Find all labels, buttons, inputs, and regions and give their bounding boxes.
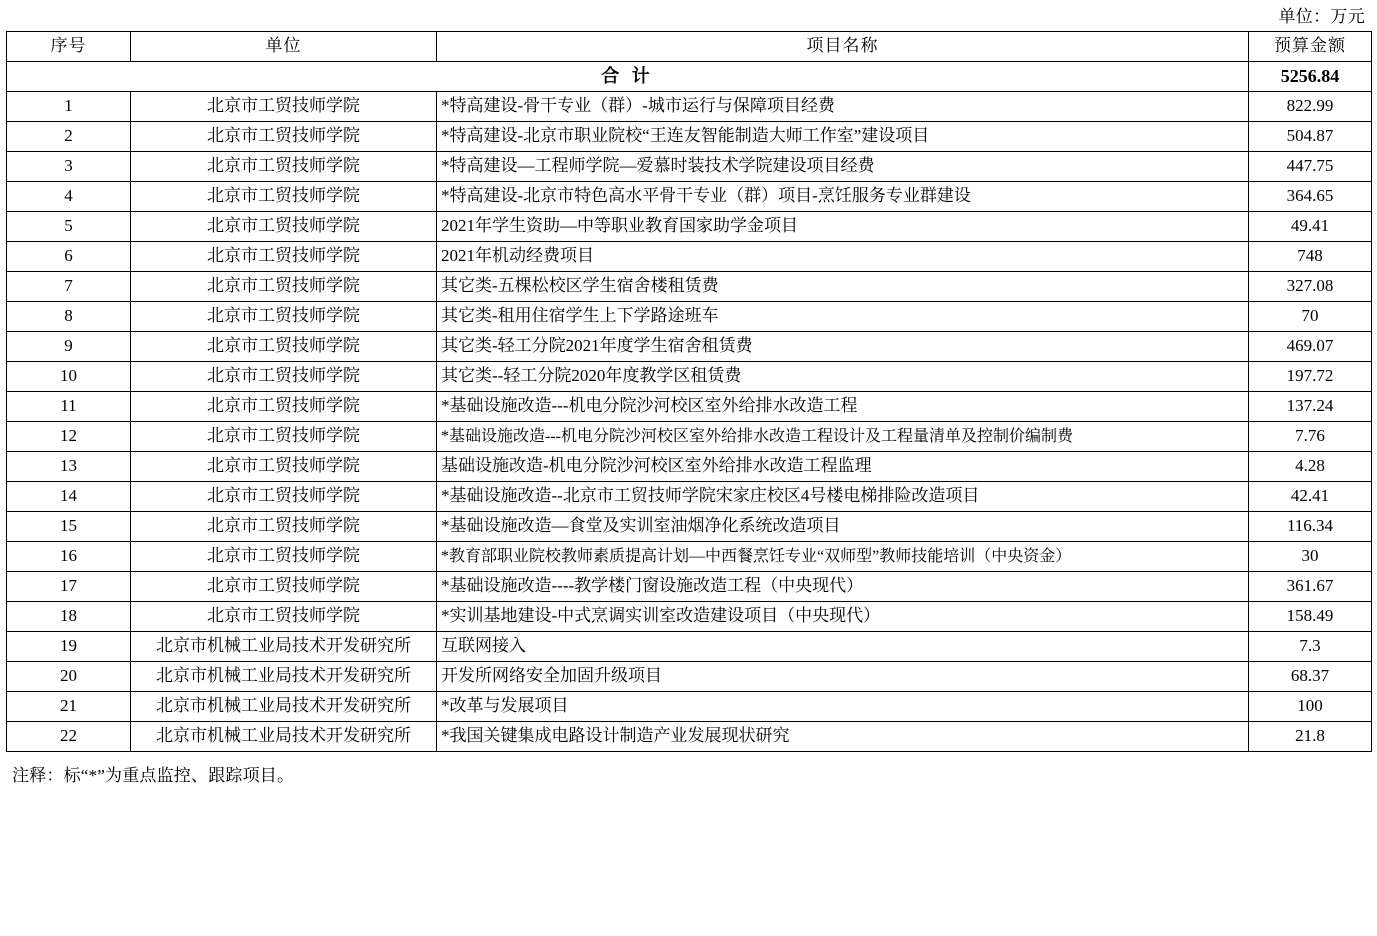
- table-row: [7, 572, 1372, 602]
- cell-seq: 21: [7, 692, 131, 722]
- column-header-name: 项目名称: [437, 32, 1249, 62]
- cell-project-name: *特高建设-北京市职业院校“王连友智能制造大师工作室”建设项目: [437, 122, 1249, 152]
- cell-project-name: 2021年学生资助—中等职业教育国家助学金项目: [437, 212, 1249, 242]
- table-row: [7, 152, 1372, 182]
- cell-unit: 北京市工贸技师学院: [131, 122, 437, 152]
- cell-amount: 7.76: [1249, 422, 1372, 452]
- table-header: [7, 32, 1372, 62]
- cell-project-name: *我国关键集成电路设计制造产业发展现状研究: [437, 722, 1249, 752]
- cell-project-name: *特高建设-北京市特色高水平骨干专业（群）项目-烹饪服务专业群建设: [437, 182, 1249, 212]
- cell-seq: 10: [7, 362, 131, 392]
- table-row: [7, 212, 1372, 242]
- cell-unit: 北京市工贸技师学院: [131, 362, 437, 392]
- cell-project-name: 其它类--轻工分院2020年度教学区租赁费: [437, 362, 1249, 392]
- cell-unit: 北京市工贸技师学院: [131, 272, 437, 302]
- cell-unit: 北京市工贸技师学院: [131, 302, 437, 332]
- cell-amount: 68.37: [1249, 662, 1372, 692]
- table-row: [7, 92, 1372, 122]
- cell-unit: 北京市工贸技师学院: [131, 542, 437, 572]
- table-row: [7, 512, 1372, 542]
- cell-amount: 748: [1249, 242, 1372, 272]
- table-body: [7, 62, 1372, 752]
- cell-project-name: *基础设施改造---机电分院沙河校区室外给排水改造工程: [437, 392, 1249, 422]
- table-row: [7, 122, 1372, 152]
- cell-unit: 北京市工贸技师学院: [131, 482, 437, 512]
- cell-seq: 3: [7, 152, 131, 182]
- table-row: [7, 692, 1372, 722]
- cell-amount: 504.87: [1249, 122, 1372, 152]
- column-header-amount: 预算金额: [1249, 32, 1372, 62]
- cell-amount: 30: [1249, 542, 1372, 572]
- cell-seq: 19: [7, 632, 131, 662]
- cell-amount: 361.67: [1249, 572, 1372, 602]
- total-amount: 5256.84: [1249, 62, 1372, 92]
- cell-seq: 11: [7, 392, 131, 422]
- budget-table: [6, 31, 1372, 752]
- column-header-seq: 序号: [7, 32, 131, 62]
- table-row: [7, 632, 1372, 662]
- cell-project-name: *教育部职业院校教师素质提高计划—中西餐烹饪专业“双师型”教师技能培训（中央资金）: [437, 542, 1249, 572]
- column-header-unit: 单位: [131, 32, 437, 62]
- cell-project-name: 基础设施改造-机电分院沙河校区室外给排水改造工程监理: [437, 452, 1249, 482]
- cell-seq: 1: [7, 92, 131, 122]
- cell-project-name: *基础设施改造—食堂及实训室油烟净化系统改造项目: [437, 512, 1249, 542]
- unit-note: 单位：万元: [1278, 7, 1365, 26]
- cell-project-name: 其它类-五棵松校区学生宿舍楼租赁费: [437, 272, 1249, 302]
- cell-seq: 12: [7, 422, 131, 452]
- cell-amount: 447.75: [1249, 152, 1372, 182]
- cell-amount: 42.41: [1249, 482, 1372, 512]
- cell-unit: 北京市机械工业局技术开发研究所: [131, 632, 437, 662]
- table-row: [7, 182, 1372, 212]
- table-row: [7, 272, 1372, 302]
- cell-amount: 7.3: [1249, 632, 1372, 662]
- cell-seq: 16: [7, 542, 131, 572]
- cell-seq: 7: [7, 272, 131, 302]
- cell-project-name: 其它类-租用住宿学生上下学路途班车: [437, 302, 1249, 332]
- table-row: [7, 362, 1372, 392]
- cell-amount: 158.49: [1249, 602, 1372, 632]
- cell-amount: 21.8: [1249, 722, 1372, 752]
- cell-seq: 8: [7, 302, 131, 332]
- cell-project-name: *基础设施改造----教学楼门窗设施改造工程（中央现代）: [437, 572, 1249, 602]
- cell-project-name: 2021年机动经费项目: [437, 242, 1249, 272]
- cell-project-name: *基础设施改造---机电分院沙河校区室外给排水改造工程设计及工程量清单及控制价编制费: [437, 422, 1249, 452]
- cell-unit: 北京市工贸技师学院: [131, 512, 437, 542]
- cell-project-name: 其它类-轻工分院2021年度学生宿舍租赁费: [437, 332, 1249, 362]
- cell-project-name: *实训基地建设-中式烹调实训室改造建设项目（中央现代）: [437, 602, 1249, 632]
- cell-seq: 2: [7, 122, 131, 152]
- cell-amount: 822.99: [1249, 92, 1372, 122]
- cell-unit: 北京市机械工业局技术开发研究所: [131, 692, 437, 722]
- cell-project-name: 互联网接入: [437, 632, 1249, 662]
- cell-amount: 364.65: [1249, 182, 1372, 212]
- cell-unit: 北京市工贸技师学院: [131, 572, 437, 602]
- cell-seq: 20: [7, 662, 131, 692]
- cell-seq: 5: [7, 212, 131, 242]
- cell-unit: 北京市工贸技师学院: [131, 152, 437, 182]
- cell-project-name: 开发所网络安全加固升级项目: [437, 662, 1249, 692]
- cell-seq: 18: [7, 602, 131, 632]
- cell-seq: 9: [7, 332, 131, 362]
- table-row: [7, 392, 1372, 422]
- cell-unit: 北京市工贸技师学院: [131, 242, 437, 272]
- cell-unit: 北京市机械工业局技术开发研究所: [131, 722, 437, 752]
- cell-unit: 北京市工贸技师学院: [131, 602, 437, 632]
- table-row: [7, 662, 1372, 692]
- table-row: [7, 242, 1372, 272]
- cell-seq: 22: [7, 722, 131, 752]
- cell-amount: 100: [1249, 692, 1372, 722]
- cell-amount: 137.24: [1249, 392, 1372, 422]
- total-label: 合 计: [7, 62, 1249, 92]
- cell-unit: 北京市工贸技师学院: [131, 422, 437, 452]
- cell-project-name: *特高建设-骨干专业（群）-城市运行与保障项目经费: [437, 92, 1249, 122]
- cell-seq: 6: [7, 242, 131, 272]
- table-row: [7, 722, 1372, 752]
- table-row: [7, 452, 1372, 482]
- cell-unit: 北京市工贸技师学院: [131, 182, 437, 212]
- cell-seq: 17: [7, 572, 131, 602]
- cell-amount: 327.08: [1249, 272, 1372, 302]
- cell-project-name: *特高建设—工程师学院—爱慕时装技术学院建设项目经费: [437, 152, 1249, 182]
- cell-amount: 4.28: [1249, 452, 1372, 482]
- cell-unit: 北京市工贸技师学院: [131, 92, 437, 122]
- table-row: [7, 302, 1372, 332]
- table-row: [7, 602, 1372, 632]
- table-row: [7, 422, 1372, 452]
- total-row: [7, 62, 1372, 92]
- cell-seq: 13: [7, 452, 131, 482]
- cell-unit: 北京市工贸技师学院: [131, 392, 437, 422]
- cell-project-name: *改革与发展项目: [437, 692, 1249, 722]
- cell-unit: 北京市工贸技师学院: [131, 212, 437, 242]
- table-row: [7, 332, 1372, 362]
- cell-amount: 469.07: [1249, 332, 1372, 362]
- cell-seq: 4: [7, 182, 131, 212]
- table-header-row: [7, 32, 1372, 62]
- cell-amount: 116.34: [1249, 512, 1372, 542]
- table-row: [7, 542, 1372, 572]
- cell-amount: 49.41: [1249, 212, 1372, 242]
- cell-unit: 北京市机械工业局技术开发研究所: [131, 662, 437, 692]
- cell-unit: 北京市工贸技师学院: [131, 332, 437, 362]
- footnote: 注释：标“*”为重点监控、跟踪项目。: [12, 766, 295, 785]
- cell-amount: 197.72: [1249, 362, 1372, 392]
- table-row: [7, 482, 1372, 512]
- cell-seq: 14: [7, 482, 131, 512]
- cell-seq: 15: [7, 512, 131, 542]
- cell-unit: 北京市工贸技师学院: [131, 452, 437, 482]
- cell-project-name: *基础设施改造--北京市工贸技师学院宋家庄校区4号楼电梯排险改造项目: [437, 482, 1249, 512]
- cell-amount: 70: [1249, 302, 1372, 332]
